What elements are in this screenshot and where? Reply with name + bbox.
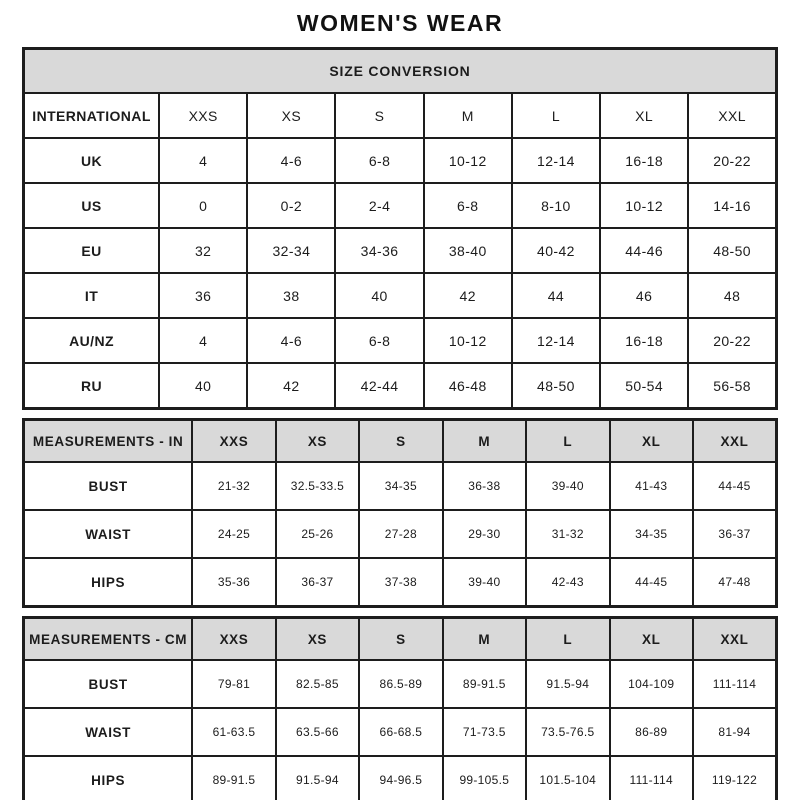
cell: 32	[159, 228, 247, 273]
cell: 2-4	[335, 183, 423, 228]
cell: 16-18	[600, 138, 688, 183]
cell: 36-38	[443, 462, 526, 510]
column-header: XXS	[159, 93, 247, 138]
cell: 42-43	[526, 558, 609, 607]
column-header: XXS	[192, 618, 275, 661]
cell: 39-40	[526, 462, 609, 510]
cell: 29-30	[443, 510, 526, 558]
cell: 36-37	[276, 558, 359, 607]
table-row	[24, 183, 777, 228]
cell: 99-105.5	[443, 756, 526, 800]
cell: 34-36	[335, 228, 423, 273]
cell: 6-8	[335, 318, 423, 363]
column-header: L	[526, 618, 609, 661]
row-label: AU/NZ	[24, 318, 160, 363]
cell: 104-109	[610, 660, 693, 708]
cell: 31-32	[526, 510, 609, 558]
cell: 0-2	[247, 183, 335, 228]
cell: 73.5-76.5	[526, 708, 609, 756]
cell: 20-22	[688, 318, 776, 363]
row-label: BUST	[24, 462, 193, 510]
row-label: WAIST	[24, 510, 193, 558]
column-header-row	[24, 420, 777, 463]
cell: 101.5-104	[526, 756, 609, 800]
measurements-in-table	[22, 418, 778, 608]
cell: 44-45	[693, 462, 777, 510]
row-label: UK	[24, 138, 160, 183]
column-header: XS	[276, 420, 359, 463]
column-header: XL	[600, 93, 688, 138]
cell: 48-50	[512, 363, 600, 409]
table-row	[24, 660, 777, 708]
cell: 42-44	[335, 363, 423, 409]
cell: 42	[424, 273, 512, 318]
cell: 35-36	[192, 558, 275, 607]
column-header: XXL	[688, 93, 776, 138]
table-row	[24, 558, 777, 607]
page-title: WOMEN'S WEAR	[296, 10, 504, 36]
cell: 0	[159, 183, 247, 228]
column-header: XXL	[693, 618, 777, 661]
cell: 46	[600, 273, 688, 318]
cell: 94-96.5	[359, 756, 442, 800]
row-label: US	[24, 183, 160, 228]
cell: 4-6	[247, 138, 335, 183]
column-header: M	[424, 93, 512, 138]
cell: 34-35	[610, 510, 693, 558]
cell: 119-122	[693, 756, 777, 800]
column-header: L	[512, 93, 600, 138]
column-header: INTERNATIONAL	[24, 93, 160, 138]
cell: 32.5-33.5	[276, 462, 359, 510]
column-header: XL	[610, 618, 693, 661]
column-header: XXS	[192, 420, 275, 463]
cell: 38	[247, 273, 335, 318]
table-row	[24, 510, 777, 558]
cell: 61-63.5	[192, 708, 275, 756]
cell: 27-28	[359, 510, 442, 558]
table-row	[24, 756, 777, 800]
cell: 12-14	[512, 138, 600, 183]
row-label: HIPS	[24, 558, 193, 607]
size-conversion-title: SIZE CONVERSION	[24, 49, 777, 94]
column-header: XXL	[693, 420, 777, 463]
column-header: M	[443, 618, 526, 661]
table-row	[24, 228, 777, 273]
cell: 6-8	[335, 138, 423, 183]
cell: 89-91.5	[443, 660, 526, 708]
row-label: WAIST	[24, 708, 193, 756]
cell: 38-40	[424, 228, 512, 273]
cell: 63.5-66	[276, 708, 359, 756]
cell: 44-45	[610, 558, 693, 607]
cell: 44	[512, 273, 600, 318]
cell: 40	[159, 363, 247, 409]
cell: 66-68.5	[359, 708, 442, 756]
cell: 86.5-89	[359, 660, 442, 708]
table-row	[24, 462, 777, 510]
table-header-band	[24, 49, 777, 94]
cell: 48	[688, 273, 776, 318]
column-header: S	[359, 618, 442, 661]
cell: 10-12	[424, 318, 512, 363]
cell: 4-6	[247, 318, 335, 363]
cell: 89-91.5	[192, 756, 275, 800]
cell: 32-34	[247, 228, 335, 273]
cell: 37-38	[359, 558, 442, 607]
column-header-row	[24, 618, 777, 661]
cell: 40-42	[512, 228, 600, 273]
cell: 111-114	[693, 660, 777, 708]
cell: 91.5-94	[276, 756, 359, 800]
cell: 16-18	[600, 318, 688, 363]
column-header: XL	[610, 420, 693, 463]
cell: 40	[335, 273, 423, 318]
cell: 79-81	[192, 660, 275, 708]
cell: 86-89	[610, 708, 693, 756]
column-header: L	[526, 420, 609, 463]
row-label: RU	[24, 363, 160, 409]
column-header: S	[359, 420, 442, 463]
cell: 4	[159, 138, 247, 183]
cell: 81-94	[693, 708, 777, 756]
cell: 10-12	[424, 138, 512, 183]
size-conversion-table	[22, 47, 778, 410]
row-label: EU	[24, 228, 160, 273]
column-header: XS	[247, 93, 335, 138]
cell: 44-46	[600, 228, 688, 273]
cell: 82.5-85	[276, 660, 359, 708]
cell: 36-37	[693, 510, 777, 558]
cell: 25-26	[276, 510, 359, 558]
cell: 20-22	[688, 138, 776, 183]
table-row	[24, 273, 777, 318]
cell: 34-35	[359, 462, 442, 510]
cell: 24-25	[192, 510, 275, 558]
cell: 21-32	[192, 462, 275, 510]
column-header-row	[24, 93, 777, 138]
cell: 39-40	[443, 558, 526, 607]
column-header: S	[335, 93, 423, 138]
cell: 91.5-94	[526, 660, 609, 708]
cell: 48-50	[688, 228, 776, 273]
cell: 8-10	[512, 183, 600, 228]
table-row	[24, 318, 777, 363]
cell: 12-14	[512, 318, 600, 363]
row-label: IT	[24, 273, 160, 318]
column-header: M	[443, 420, 526, 463]
cell: 4	[159, 318, 247, 363]
measurements-cm-table	[22, 616, 778, 800]
table-row	[24, 138, 777, 183]
cell: 71-73.5	[443, 708, 526, 756]
cell: 111-114	[610, 756, 693, 800]
cell: 14-16	[688, 183, 776, 228]
cell: 10-12	[600, 183, 688, 228]
measurements-in-title: MEASUREMENTS - IN	[24, 420, 193, 463]
cell: 6-8	[424, 183, 512, 228]
cell: 36	[159, 273, 247, 318]
cell: 41-43	[610, 462, 693, 510]
cell: 42	[247, 363, 335, 409]
cell: 56-58	[688, 363, 776, 409]
column-header: XS	[276, 618, 359, 661]
measurements-cm-title: MEASUREMENTS - CM	[24, 618, 193, 661]
row-label: BUST	[24, 660, 193, 708]
cell: 46-48	[424, 363, 512, 409]
table-row	[24, 363, 777, 409]
table-row	[24, 708, 777, 756]
cell: 47-48	[693, 558, 777, 607]
row-label: HIPS	[24, 756, 193, 800]
cell: 50-54	[600, 363, 688, 409]
